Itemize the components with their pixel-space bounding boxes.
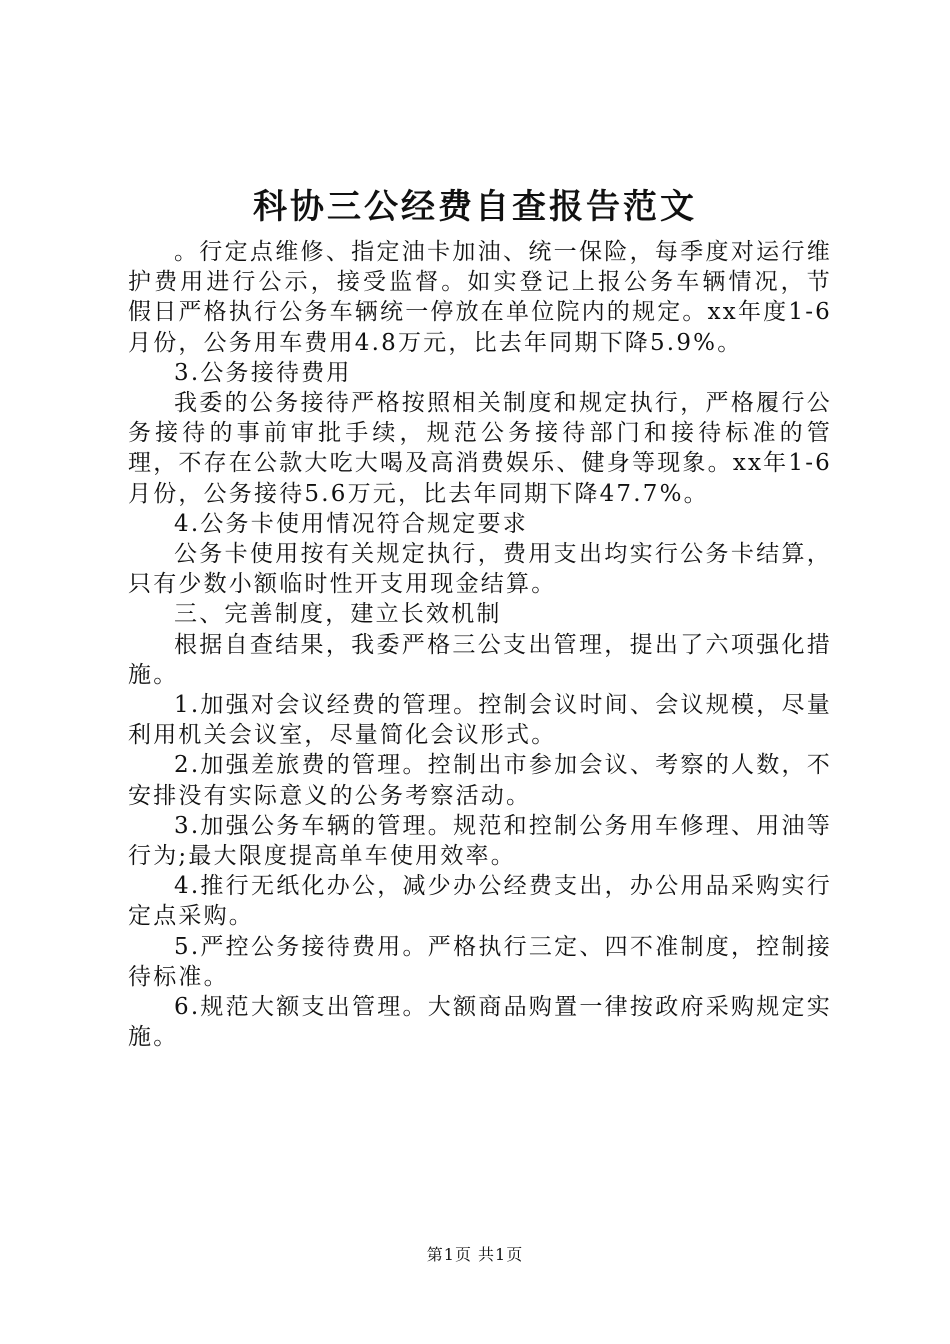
measure-item-5: 5.严控公务接待费用。严格执行三定、四不准制度，控制接待标准。 xyxy=(128,933,832,990)
heading-official-card: 4.公务卡使用情况符合规定要求 xyxy=(174,510,528,537)
measure-item-2: 2.加强差旅费的管理。控制出市参加会议、考察的人数，不安排没有实际意义的公务考察活动。 xyxy=(128,752,832,809)
paragraph-official-card: 公务卡使用按有关规定执行，费用支出均实行公务卡结算，只有少数小额临时性开支用现金结算。 xyxy=(128,541,832,598)
measure-item-4: 4.推行无纸化办公，减少办公经费支出，办公用品采购实行定点采购。 xyxy=(128,873,832,930)
measure-item-1: 1.加强对会议经费的管理。控制会议时间、会议规模，尽量利用机关会议室，尽量简化会议形式。 xyxy=(128,692,832,749)
paragraph-reception-costs: 我委的公务接待严格按照相关制度和规定执行，严格履行公务接待的事前审批手续，规范公务接待部门和接待标准的管理，不存在公款大吃大喝及高消费娱乐、健身等现象。xx年1-6月份，公务接待5.6万元，比去年同期下降47.7%。 xyxy=(128,390,832,507)
paragraph-measures-intro: 根据自查结果，我委严格三公支出管理，提出了六项强化措施。 xyxy=(128,631,832,688)
page-number-footer: 第1页 共1页 xyxy=(426,1245,524,1264)
heading-section-three: 三、完善制度，建立长效机制 xyxy=(174,601,502,628)
heading-reception-costs: 3.公务接待费用 xyxy=(174,359,352,386)
document-title: 科协三公经费自查报告范文 xyxy=(253,187,697,227)
measure-item-3: 3.加强公务车辆的管理。规范和控制公务用车修理、用油等行为;最大限度提高单车使用效率。 xyxy=(128,812,832,870)
document-body xyxy=(128,237,832,1052)
paragraph-vehicle-costs: 。行定点维修、指定油卡加油、统一保险，每季度对运行维护费用进行公示，接受监督。如实登记上报公务车辆情况，节假日严格执行公务车辆统一停放在单位院内的规定。xx年度1-6月份，公务用车费用4.8万元，比去年同期下降5.9%。 xyxy=(128,239,832,356)
measure-item-6: 6.规范大额支出管理。大额商品购置一律按政府采购规定实施。 xyxy=(128,994,832,1051)
